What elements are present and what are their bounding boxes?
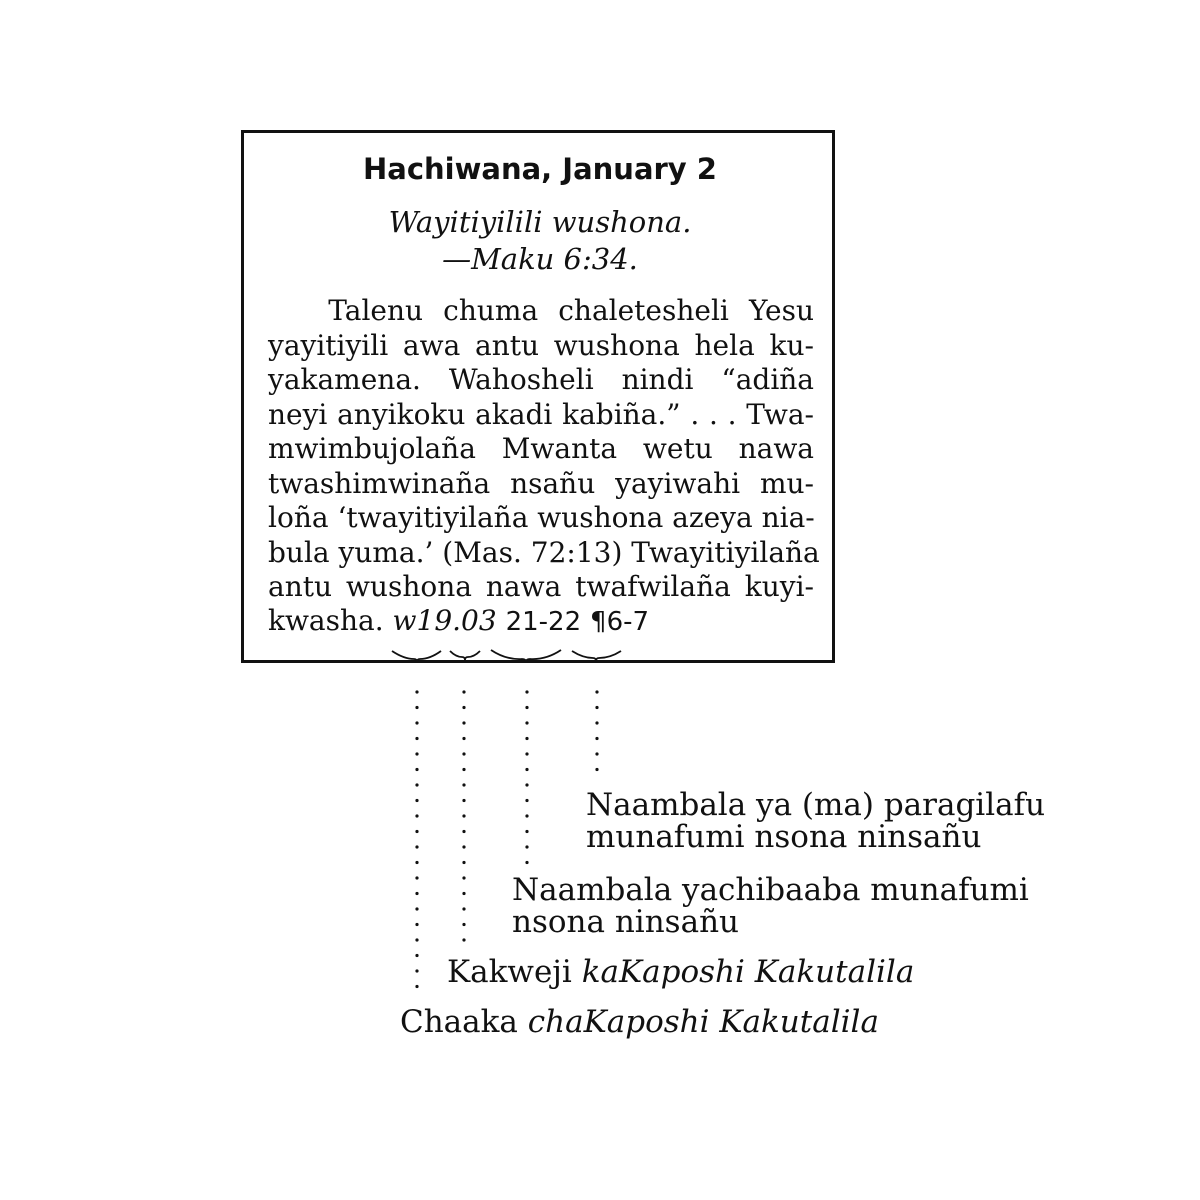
label-paragraph-number: Naambala ya (ma) paragilafu munafumi nsona ninsañu [586,787,1046,855]
brace-paragraphs [572,651,621,661]
body-line: loña ‘twayitiyilaña wushona azeya nia- [268,501,815,534]
scripture-reference: —Maku 6:34. [442,242,638,276]
body-line: yakamena. Wahosheli nindi “adiña [268,363,814,396]
body-line: mwimbujolaña Mwanta wetu nawa [268,432,814,465]
brace-pages [491,650,561,662]
card-date: Hachiwana, January 2 [362,152,717,186]
scripture-quote: Wayitiyilili wushona. [388,205,692,239]
brace-year [392,651,441,662]
citation-pages: 21-22 [505,607,582,637]
body-line: neyi anyikoku akadi kabiña.” . . . Twa- [268,398,814,431]
brace-issue [450,651,480,660]
body-line: antu wushona nawa twafwilaña kuyi- [268,570,814,603]
citation-paragraphs: ¶6-7 [590,607,650,637]
last-line-text: kwasha. [268,604,384,637]
label-issue: Kakweji kaKaposhi Kakutalila [447,954,915,990]
label-page-number: Naambala yachibaaba munafumi nsona ninsañu [512,872,1029,940]
body-line: Talenu chuma chaletesheli Yesu [268,294,814,327]
body-line: bula yuma.’ (Mas. 72:13) Twayitiyilaña [268,536,820,569]
label-year: Chaaka chaKaposhi Kakutalila [400,1004,879,1040]
body-line: yayitiyili awa antu wushona hela ku- [268,329,814,362]
body-line: twashimwinaña nsañu yayiwahi mu- [268,467,814,500]
citation-magazine: w19.03 [392,604,497,637]
